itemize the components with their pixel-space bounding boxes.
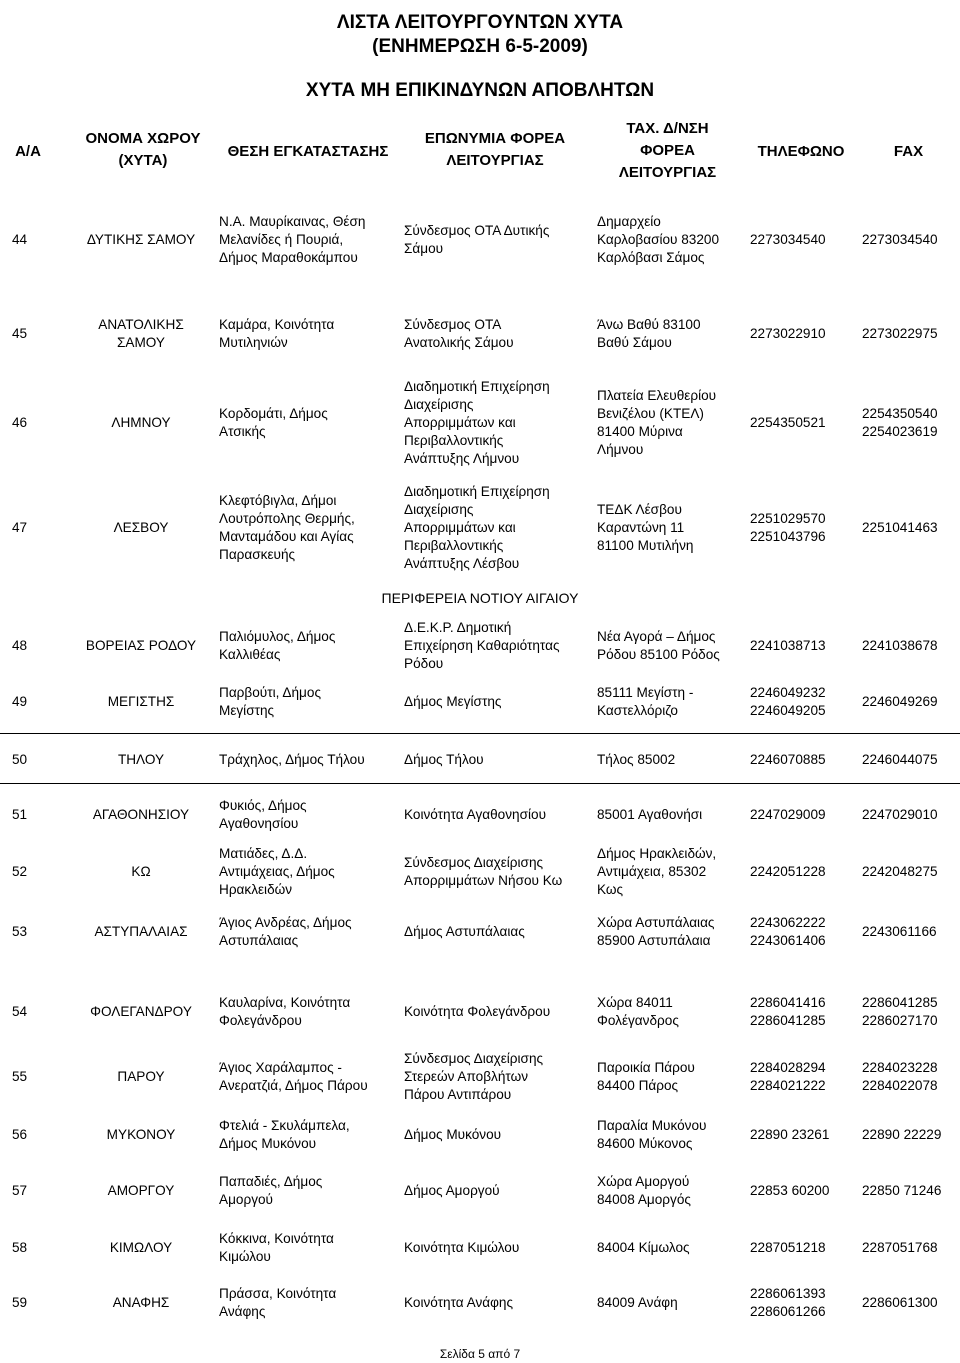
cell-line: 45 [12, 326, 28, 341]
section-divider [0, 733, 960, 734]
cell-line: 51 [12, 807, 28, 822]
cell-fax [862, 1294, 960, 1312]
cell-aa [12, 693, 54, 711]
cell-line: ΜΥΚΟΝΟΥ [106, 1127, 176, 1142]
cell-operator [404, 619, 590, 673]
cell-address [597, 1294, 749, 1312]
cell-line: Αγαθονησίου [219, 816, 299, 831]
cell-line: Διαδημοτική Επιχείρηση [404, 484, 550, 499]
cell-operator [404, 751, 590, 769]
cell-line: Ανατολικής Σάμου [404, 335, 514, 350]
cell-line: Νέα Αγορά – Δήμος [597, 629, 716, 644]
cell-name [66, 923, 216, 941]
cell-line: ΜΕΓΙΣΤΗΣ [107, 694, 175, 709]
cell-line: 2286061266 [750, 1304, 826, 1319]
cell-fax [862, 994, 960, 1030]
cell-line: Σάμου [404, 241, 444, 256]
cell-address [597, 1059, 749, 1095]
cell-operator [404, 1126, 590, 1144]
cell-line: ΔΥΤΙΚΗΣ ΣΑΜΟΥ [86, 232, 196, 247]
cell-line: ΒΟΡΕΙΑΣ ΡΟΔΟΥ [85, 638, 197, 653]
cell-location [219, 751, 403, 769]
cell-phone [750, 1059, 858, 1095]
cell-line: 2246070885 [750, 752, 826, 767]
cell-line: Περιβαλλοντικής [404, 433, 504, 448]
cell-line: 55 [12, 1069, 28, 1084]
cell-address [597, 1117, 749, 1153]
cell-line: 2247029009 [750, 807, 826, 822]
cell-line: 84400 Πάρος [597, 1078, 679, 1093]
cell-fax [862, 1182, 960, 1200]
cell-name [66, 1068, 216, 1086]
cell-aa [12, 1239, 54, 1257]
cell-phone [750, 684, 858, 720]
cell-line: Δήμος Μεγίστης [404, 694, 502, 709]
cell-line: Κοινότητα Φολεγάνδρου [404, 1004, 551, 1019]
cell-aa [12, 231, 54, 249]
cell-line: 2246049232 [750, 685, 826, 700]
col-header-aa: Α/Α [15, 143, 41, 160]
cell-location [219, 994, 403, 1030]
cell-line: Μελανίδες ή Πουριά, [219, 232, 344, 247]
cell-line: 2246049205 [750, 703, 826, 718]
cell-line: 2241038713 [750, 638, 826, 653]
cell-phone [750, 231, 858, 249]
cell-line: Παραλία Μυκόνου [597, 1118, 707, 1133]
cell-fax [862, 1239, 960, 1257]
cell-phone [750, 914, 858, 950]
cell-location [219, 1285, 403, 1321]
cell-fax [862, 405, 960, 441]
cell-line: ΠΑΡΟΥ [117, 1069, 165, 1084]
cell-address [597, 1239, 749, 1257]
cell-operator [404, 1050, 590, 1104]
cell-line: Αστυπάλαιας [219, 933, 299, 948]
col-header-phone: ΤΗΛΕΦΩΝΟ [757, 143, 845, 160]
cell-line: Κοινότητα Κιμώλου [404, 1240, 520, 1255]
cell-line: Απορριμμάτων και [404, 415, 516, 430]
cell-line: Καραντώνη 11 [597, 520, 685, 535]
cell-line: Δήμος Μυκόνου [404, 1127, 502, 1142]
cell-line: Λουτρόπολης Θερμής, [219, 511, 355, 526]
cell-line: Πάρου Αντιπάρου [404, 1087, 512, 1102]
cell-line: 2273034540 [862, 232, 938, 247]
cell-line: 2287051768 [862, 1240, 938, 1255]
col-header-fax: FAX [893, 143, 924, 160]
cell-aa [12, 1126, 54, 1144]
cell-line: Κορδομάτι, Δήμος [219, 406, 328, 421]
cell-phone [750, 751, 858, 769]
cell-line: ΤΗΛΟΥ [117, 752, 165, 767]
cell-line: Απορριμμάτων και [404, 520, 516, 535]
cell-line: Διαδημοτική Επιχείρηση [404, 379, 550, 394]
cell-line: Παρβούτι, Δήμος [219, 685, 321, 700]
cell-line: 54 [12, 1004, 28, 1019]
cell-location [219, 1230, 403, 1266]
cell-phone [750, 1126, 858, 1144]
col-header-location: ΘΕΣΗ ΕΓΚΑΤΑΣΤΑΣΗΣ [227, 143, 389, 160]
cell-line: 2247029010 [862, 807, 938, 822]
cell-operator [404, 316, 590, 352]
cell-line: Κλεφτόβιγλα, Δήμοι [219, 493, 337, 508]
cell-line: Φολέγανδρος [597, 1013, 679, 1028]
cell-line: 2286027170 [862, 1013, 938, 1028]
cell-line: ΑΝΑΤΟΛΙΚΗΣ [98, 317, 184, 332]
cell-line: 58 [12, 1240, 28, 1255]
cell-line: ΑΝΑΦΗΣ [112, 1295, 170, 1310]
cell-line: ΑΓΑΘΟΝΗΣΙΟΥ [92, 807, 190, 822]
cell-line: ΦΟΛΕΓΑΝΔΡΟΥ [90, 1004, 192, 1019]
cell-address [597, 387, 749, 459]
cell-phone [750, 325, 858, 343]
col-header-name: ΟΝΟΜΑ ΧΩΡΟΥ (ΧΥΤΑ) [85, 130, 201, 169]
cell-line: Καρλοβασίου 83200 [597, 232, 720, 247]
cell-line: 2286041416 [750, 995, 826, 1010]
cell-line: ΑΣΤΥΠΑΛΑΙΑΣ [94, 924, 188, 939]
cell-name [66, 1182, 216, 1200]
cell-phone [750, 994, 858, 1030]
cell-line: 2251041463 [862, 520, 938, 535]
cell-line: Μανταμάδου και Αγίας [219, 529, 354, 544]
cell-aa [12, 519, 54, 537]
cell-line: ΑΜΟΡΓΟΥ [107, 1183, 175, 1198]
cell-line: 2251043796 [750, 529, 826, 544]
cell-line: ΛΗΜΝΟΥ [111, 415, 171, 430]
cell-name [66, 414, 216, 432]
cell-line: Φυκιός, Δήμος [219, 798, 307, 813]
cell-fax [862, 751, 960, 769]
cell-line: Ματιάδες, Δ.Δ. [219, 846, 308, 861]
cell-address [597, 684, 749, 720]
cell-line: Παρασκευής [219, 547, 296, 562]
cell-line: Παροικία Πάρου [597, 1060, 695, 1075]
cell-location [219, 405, 403, 441]
cell-name [66, 751, 216, 769]
cell-line: Δήμος Ηρακλειδών, [597, 846, 717, 861]
cell-line: 59 [12, 1295, 28, 1310]
cell-line: Χώρα Αμοργού [597, 1174, 690, 1189]
cell-operator [404, 378, 590, 468]
cell-line: Δήμος Μαραθοκάμπου [219, 250, 358, 265]
cell-line: Σύνδεσμος Διαχείρισης [404, 1051, 544, 1066]
cell-name [66, 231, 216, 249]
cell-operator [404, 483, 590, 573]
cell-line: Δ.Ε.Κ.Ρ. Δημοτική [404, 620, 512, 635]
cell-line: Πλατεία Ελευθερίου [597, 388, 717, 403]
cell-address [597, 213, 749, 267]
cell-aa [12, 863, 54, 881]
cell-line: Λήμνου [597, 442, 644, 457]
cell-line: 2284028294 [750, 1060, 826, 1075]
cell-line: 2284023228 [862, 1060, 938, 1075]
cell-line: ΚΩ [131, 864, 151, 879]
cell-line: Βαθύ Σάμου [597, 335, 672, 350]
col-header-operator: ΕΠΩΝΥΜΙΑ ΦΟΡΕΑ ΛΕΙΤΟΥΡΓΙΑΣ [424, 130, 566, 169]
cell-line: 2242051228 [750, 864, 826, 879]
cell-line: 2242048275 [862, 864, 938, 879]
cell-line: 2286041285 [750, 1013, 826, 1028]
cell-line: Δημαρχείο [597, 214, 661, 229]
cell-phone [750, 1239, 858, 1257]
cell-line: Διαχείρισης [404, 502, 474, 517]
cell-line: Κόκκινα, Κοινότητα [219, 1231, 334, 1246]
cell-location [219, 684, 403, 720]
cell-line: 2243061166 [862, 924, 937, 939]
cell-line: Φτελιά - Σκυλάμπελα, [219, 1118, 350, 1133]
cell-line: Στερεών Αποβλήτων [404, 1069, 528, 1084]
cell-line: 2254023619 [862, 424, 938, 439]
cell-name [66, 316, 216, 352]
cell-operator [404, 1294, 590, 1312]
cell-line: Βενιζέλου (ΚΤΕΛ) [597, 406, 704, 421]
cell-address [597, 845, 749, 899]
cell-line: Επιχείρηση Καθαριότητας [404, 638, 560, 653]
cell-line: Διαχείρισης [404, 397, 474, 412]
cell-name [66, 863, 216, 881]
cell-phone [750, 637, 858, 655]
cell-fax [862, 1059, 960, 1095]
cell-line: 2284021222 [750, 1078, 826, 1093]
col-header-address: ΤΑΧ. Δ/ΝΣΗ ΦΟΡΕΑ ΛΕΙΤΟΥΡΓΙΑΣ [618, 120, 717, 181]
cell-location [219, 213, 403, 267]
cell-line: Πράσσα, Κοινότητα [219, 1286, 337, 1301]
cell-location [219, 1117, 403, 1153]
cell-line: ΣΑΜΟΥ [117, 335, 165, 350]
update-date: (ΕΝΗΜΕΡΩΣΗ 6-5-2009) [372, 36, 588, 57]
cell-line: Τήλος 85002 [597, 752, 676, 767]
page-footer: Σελίδα 5 από 7 [439, 1347, 521, 1361]
cell-line: ΚΙΜΩΛΟΥ [109, 1240, 173, 1255]
section-subtitle: ΧΥΤΑ ΜΗ ΕΠΙΚΙΝΔΥΝΩΝ ΑΠΟΒΛΗΤΩΝ [305, 80, 655, 101]
cell-line: Κοινότητα Αγαθονησίου [404, 807, 546, 822]
cell-line: 2251029570 [750, 511, 826, 526]
page-title: ΛΙΣΤΑ ΛΕΙΤΟΥΡΓΟΥΝΤΩΝ ΧΥΤΑ [336, 12, 624, 33]
cell-line: Ανερατζιά, Δήμος Πάρου [219, 1078, 368, 1093]
cell-line: Κιμώλου [219, 1249, 271, 1264]
cell-line: Ν.Α. Μαυρίκαινας, Θέση [219, 214, 366, 229]
cell-line: 2284022078 [862, 1078, 938, 1093]
cell-line: 2273034540 [750, 232, 826, 247]
cell-line: 84600 Μύκονος [597, 1136, 693, 1151]
cell-line: Αντιμάχειας, Δήμος [219, 864, 335, 879]
cell-line: Παλιόμυλος, Δήμος [219, 629, 336, 644]
cell-line: Περιβαλλοντικής [404, 538, 504, 553]
cell-fax [862, 325, 960, 343]
cell-line: 2286041285 [862, 995, 938, 1010]
cell-location [219, 914, 403, 950]
cell-address [597, 628, 749, 664]
cell-line: Μεγίστης [219, 703, 275, 718]
cell-line: Καστελλόριζο [597, 703, 678, 718]
cell-address [597, 994, 749, 1030]
cell-aa [12, 751, 54, 769]
section-divider [0, 783, 960, 784]
cell-aa [12, 637, 54, 655]
cell-fax [862, 923, 960, 941]
cell-line: Ανάφης [219, 1304, 266, 1319]
cell-line: 22890 23261 [750, 1127, 830, 1142]
cell-phone [750, 1182, 858, 1200]
cell-line: Φολεγάνδρου [219, 1013, 302, 1028]
cell-phone [750, 863, 858, 881]
cell-aa [12, 923, 54, 941]
cell-line: Χώρα Αστυπάλαιας [597, 915, 715, 930]
cell-operator [404, 806, 590, 824]
cell-line: Σύνδεσμος ΟΤΑ [404, 317, 502, 332]
cell-phone [750, 806, 858, 824]
cell-line: 56 [12, 1127, 28, 1142]
cell-aa [12, 414, 54, 432]
cell-fax [862, 637, 960, 655]
cell-line: 2241038678 [862, 638, 938, 653]
cell-name [66, 1294, 216, 1312]
cell-operator [404, 222, 590, 258]
cell-line: Μυτιληνιών [219, 335, 288, 350]
cell-aa [12, 1182, 54, 1200]
cell-location [219, 628, 403, 664]
cell-line: 81100 Μυτιλήνη [597, 538, 694, 553]
cell-line: 53 [12, 924, 28, 939]
cell-line: Ανάπτυξης Λήμνου [404, 451, 520, 466]
cell-line: 22853 60200 [750, 1183, 830, 1198]
cell-fax [862, 231, 960, 249]
cell-line: Αντιμάχεια, 85302 [597, 864, 707, 879]
region-label: ΠΕΡΙΦΕΡΕΙΑ ΝΟΤΙΟΥ ΑΙΓΑΙΟΥ [381, 590, 579, 606]
cell-line: Ρόδου 85100 Ρόδος [597, 647, 720, 662]
cell-line: 2254350521 [750, 415, 826, 430]
cell-line: 50 [12, 752, 28, 767]
cell-line: 2246049269 [862, 694, 938, 709]
cell-line: 84004 Κίμωλος [597, 1240, 690, 1255]
cell-address [597, 914, 749, 950]
cell-line: Απορριμμάτων Νήσου Κω [404, 873, 563, 888]
cell-line: Άγιος Ανδρέας, Δήμος [219, 915, 352, 930]
cell-operator [404, 1182, 590, 1200]
cell-address [597, 751, 749, 769]
cell-line: Καλλιθέας [219, 647, 281, 662]
cell-operator [404, 854, 590, 890]
cell-fax [862, 806, 960, 824]
cell-line: Παπαδιές, Δήμος [219, 1174, 323, 1189]
cell-line: 44 [12, 232, 28, 247]
cell-location [219, 1173, 403, 1209]
cell-line: Κοινότητα Ανάφης [404, 1295, 514, 1310]
cell-line: 47 [12, 520, 28, 535]
cell-phone [750, 510, 858, 546]
cell-line: 85111 Μεγίστη - [597, 685, 694, 700]
cell-line: Δήμος Αμοργού [404, 1183, 500, 1198]
cell-location [219, 492, 403, 564]
cell-phone [750, 1285, 858, 1321]
cell-line: Άνω Βαθύ 83100 [597, 317, 701, 332]
cell-line: 52 [12, 864, 28, 879]
cell-address [597, 806, 749, 824]
cell-location [219, 797, 403, 833]
cell-location [219, 316, 403, 352]
cell-name [66, 519, 216, 537]
cell-address [597, 316, 749, 352]
cell-line: 2273022910 [750, 326, 826, 341]
cell-aa [12, 325, 54, 343]
cell-line: Σύνδεσμος Διαχείρισης [404, 855, 544, 870]
cell-line: Δήμος Μυκόνου [219, 1136, 317, 1151]
cell-line: Κως [597, 882, 624, 897]
cell-line: ΤΕΔΚ Λέσβου [597, 502, 682, 517]
cell-address [597, 1173, 749, 1209]
cell-line: 57 [12, 1183, 28, 1198]
cell-line: Ατσικής [219, 424, 266, 439]
cell-name [66, 1126, 216, 1144]
cell-operator [404, 1239, 590, 1257]
cell-line: 84008 Αμοργός [597, 1192, 691, 1207]
cell-line: Ηρακλειδών [219, 882, 293, 897]
cell-line: 85900 Αστυπάλαια [597, 933, 711, 948]
cell-fax [862, 863, 960, 881]
cell-fax [862, 693, 960, 711]
cell-line: Σύνδεσμος ΟΤΑ Δυτικής [404, 223, 550, 238]
cell-operator [404, 693, 590, 711]
cell-line: 84009 Ανάφη [597, 1295, 678, 1310]
cell-name [66, 693, 216, 711]
cell-address [597, 501, 749, 555]
cell-name [66, 637, 216, 655]
cell-line: 22890 22229 [862, 1127, 942, 1142]
cell-line: Δήμος Αστυπάλαιας [404, 924, 525, 939]
cell-operator [404, 1003, 590, 1021]
cell-name [66, 806, 216, 824]
cell-line: Ανάπτυξης Λέσβου [404, 556, 520, 571]
cell-line: Καρλόβασι Σάμος [597, 250, 705, 265]
cell-line: 46 [12, 415, 28, 430]
cell-line: Δήμος Τήλου [404, 752, 484, 767]
cell-line: 2287051218 [750, 1240, 826, 1255]
cell-line: 49 [12, 694, 28, 709]
cell-line: 2286061300 [862, 1295, 938, 1310]
cell-line: Χώρα 84011 [597, 995, 673, 1010]
cell-line: 2243062222 [750, 915, 826, 930]
cell-aa [12, 1068, 54, 1086]
cell-line: 2286061393 [750, 1286, 826, 1301]
cell-fax [862, 1126, 960, 1144]
cell-location [219, 845, 403, 899]
cell-line: 2254350540 [862, 406, 938, 421]
cell-fax [862, 519, 960, 537]
cell-line: 2246044075 [862, 752, 938, 767]
cell-line: Ρόδου [404, 656, 444, 671]
cell-operator [404, 923, 590, 941]
cell-line: Καυλαρίνα, Κοινότητα [219, 995, 351, 1010]
cell-name [66, 1239, 216, 1257]
cell-aa [12, 1003, 54, 1021]
cell-line: 2243061406 [750, 933, 826, 948]
cell-location [219, 1059, 403, 1095]
cell-name [66, 1003, 216, 1021]
cell-line: 22850 71246 [862, 1183, 942, 1198]
cell-line: Άγιος Χαράλαμπος - [219, 1060, 342, 1075]
cell-line: Τράχηλος, Δήμος Τήλου [219, 752, 365, 767]
cell-phone [750, 414, 858, 432]
cell-line: 2273022975 [862, 326, 938, 341]
cell-line: 81400 Μύρινα [597, 424, 683, 439]
cell-line: Αμοργού [219, 1192, 273, 1207]
cell-line: 48 [12, 638, 28, 653]
cell-line: ΛΕΣΒΟΥ [113, 520, 169, 535]
cell-line: Καμάρα, Κοινότητα [219, 317, 335, 332]
cell-aa [12, 806, 54, 824]
cell-line: 85001 Αγαθονήσι [597, 807, 703, 822]
cell-aa [12, 1294, 54, 1312]
